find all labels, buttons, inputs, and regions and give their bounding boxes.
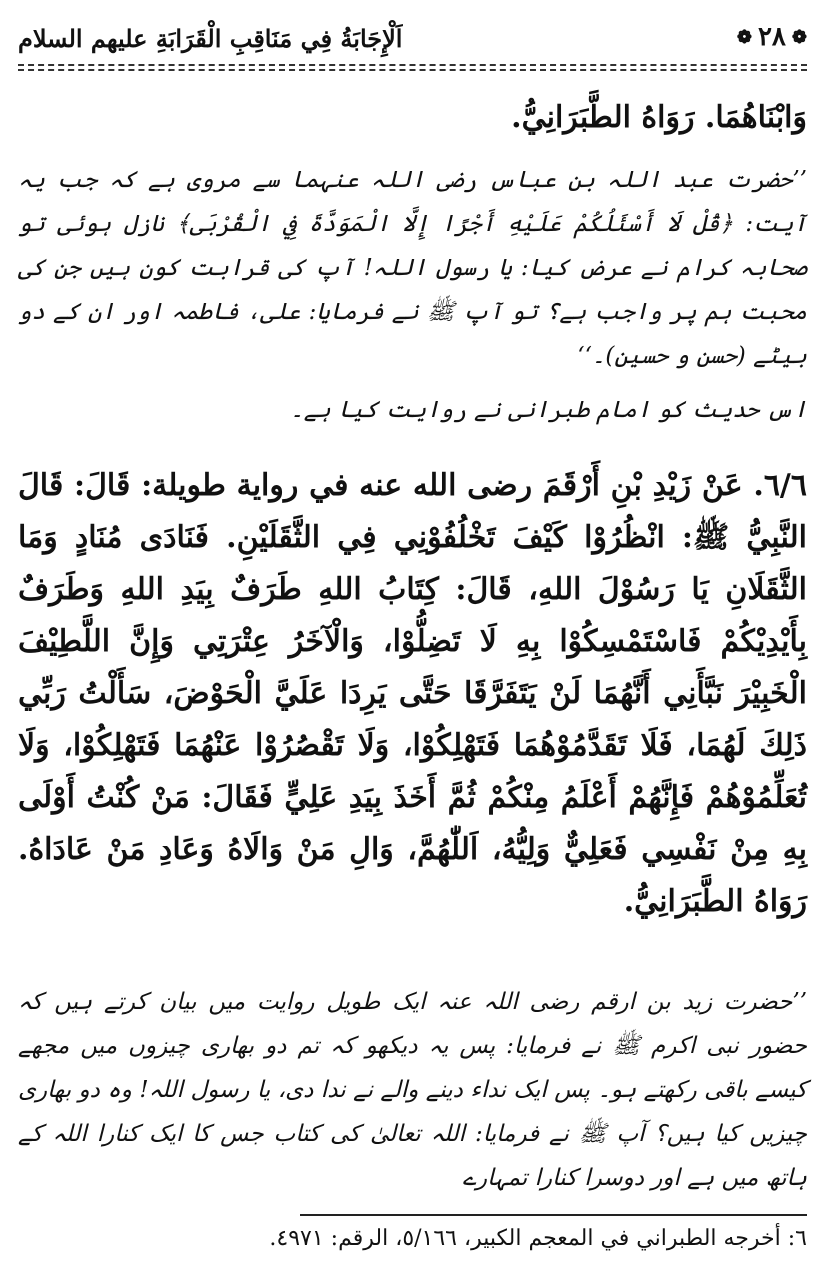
running-title: اَلْإِجَابَةُ فِي مَنَاقِبِ الْقَرَابَةِ عليهم السلام <box>18 24 403 53</box>
footnote-divider <box>300 1214 807 1216</box>
ornament-icon: ❁ <box>736 26 752 48</box>
hadith-body: عَنْ زَيْدِ بْنِ أَرْقَمَ رضی الله عنه في رواية طويلة: قَالَ: قَالَ النَّبِيُّ ﷺ: انْظُرُوْا كَيْفَ تَخْلُفُوْنِي فِي الثَّقَلَيْنِ. فَنَادَى مُنَادٍ وَمَا الثَّقَلَانِ يَا رَسُوْلَ اللهِ، قَالَ: كِتَابُ اللهِ طَرَفٌ بِيَدِ اللهِ وَطَرَفٌ بِأَيْدِيْكُمْ فَاسْتَمْسِكُوْا بِهِ لَا تَضِلُّوْا، وَالْآخَرُ عِتْرَتِي وَإِنَّ اللَّطِيْفَ الْخَبِيْرَ نَبَّأَنِي أَنَّهُمَا لَنْ يَتَفَرَّقَا حَتَّى يَرِدَا عَلَيَّ الْحَوْضَ، سَأَلْتُ رَبِّي ذَلِكَ لَهُمَا، فَلَا تَقَدَّمُوْهُمَا فَتَهْلِكُوْا، وَلَا تَقْصُرُوْا عَنْهُمَا فَتَهْلِكُوْا، وَلَا تُعَلِّمُوْهُمْ فَإِنَّهُمْ أَعْلَمُ مِنْكُمْ ثُمَّ أَخَذَ بِيَدِ عَلِيٍّ فَقَالَ: مَنْ كُنْتُ أَوْلَى بِهِ مِنْ نَفْسِي فَعَلِيٌّ وَلِيُّهُ، اَللّٰهُمَّ، وَالِ مَنْ وَالَاهُ وَعَادِ مَنْ عَادَاهُ. رَوَاهُ الطَّبَرَانِيُّ. <box>18 468 807 919</box>
page-number <box>737 22 807 52</box>
urdu-translation: ’’حضرت عبد اللہ بن عباس رضی اللہ عنہما سے مروی ہے کہ جب یہ آیت: ﴿قُلْ لَا أَسْئَلُكُمْ عَلَيْهِ أَجْرًا إِلَّا الْمَوَدَّةَ فِي الْقُرْبَى﴾ نازل ہوئی تو صحابہ کرام نے عرض کیا: یا رسول اللہ! آپ کی قرابت کون ہیں جن کی محبت ہم پر واجب ہے؟ تو آپ ﷺ نے فرمایا: علی، فاطمہ اور ان کے دو بیٹے (حسن و حسین)۔‘‘ <box>18 167 807 369</box>
footnote-marker: ٦: <box>787 1226 807 1251</box>
header-divider <box>18 64 807 66</box>
arabic-continuation: وَابْنَاهُمَا. رَوَاهُ الطَّبَرَانِيُّ. <box>511 100 807 135</box>
footnote-text: أخرجه الطبراني في المعجم الكبير، ٥/١٦٦، الرقم: ٤٩٧١. <box>269 1226 781 1251</box>
page-header <box>18 22 807 62</box>
urdu-translation: ’’حضرت زید بن ارقم رضی اللہ عنہ ایک طویل روایت میں بیان کرتے ہیں کہ حضور نبی اکرم ﷺ نے فرمایا: پس یہ دیکھو کہ تم دو بھاری چیزوں میں مجھے کیسے باقی رکھتے ہو۔ پس ایک نداء دینے والے نے ندا دی، یا رسول اللہ! وہ دو بھاری چیزیں کیا ہیں؟ آپ ﷺ نے فرمایا: اللہ تعالیٰ کی کتاب جس کا ایک کنارا اللہ کے ہاتھ میں ہے اور دوسرا کنارا تمہارے <box>18 989 807 1191</box>
ornament-icon: ❁ <box>791 26 807 48</box>
hadith-number: ٦/٦. <box>753 468 807 503</box>
page-number-text: ٢٨ <box>757 22 786 52</box>
hadith-text <box>18 460 807 928</box>
footnote <box>18 1226 807 1251</box>
urdu-attribution: اس حدیث کو امام طبرانی نے روایت کیا ہے۔ <box>290 397 807 423</box>
header-divider <box>18 69 807 71</box>
